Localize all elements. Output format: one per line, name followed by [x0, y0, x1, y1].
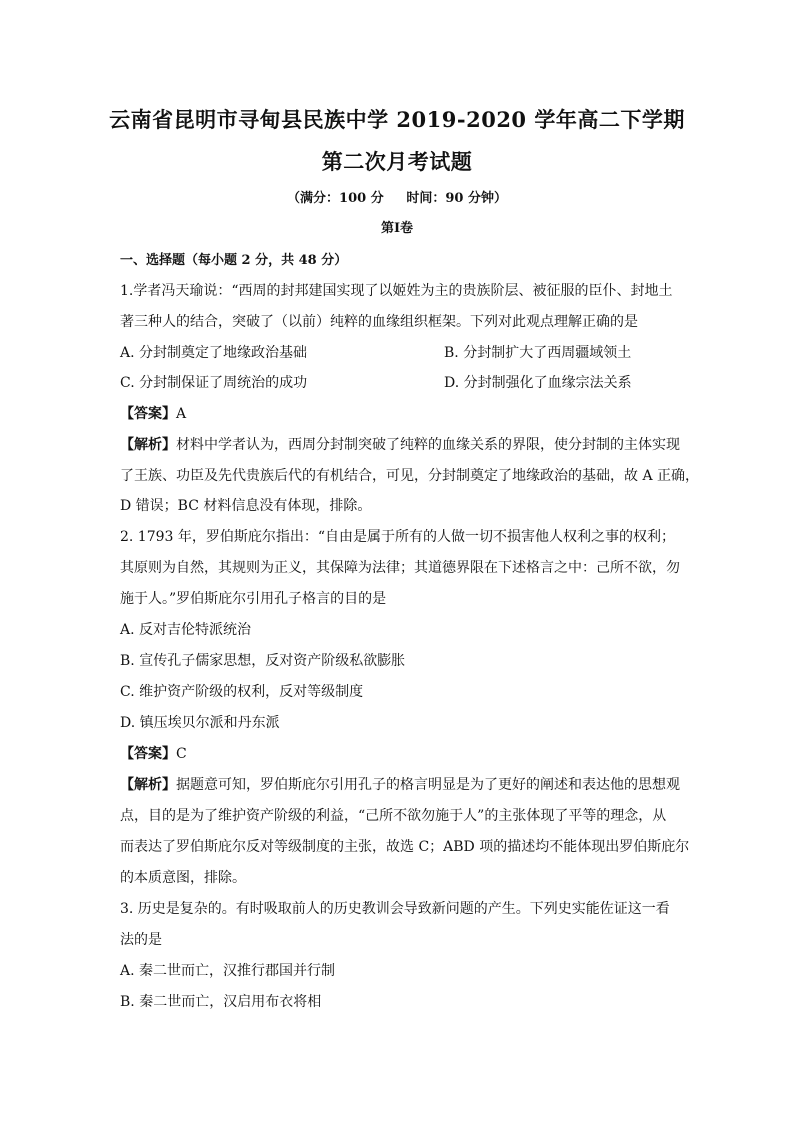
analysis-label: 【解析】 — [120, 777, 176, 793]
document-title-line-1: 云南省昆明市寻甸县民族中学 2019-2020 学年高二下学期 — [109, 107, 685, 132]
answer-label: 【答案】 — [120, 406, 176, 422]
analysis-text: 材料中学者认为，西周分封制突破了纯粹的血缘关系的界限，使分封制的主体实现 — [176, 437, 680, 453]
question-2-option-c: C. 维护资产阶级的权利，反对等级制度 — [120, 684, 364, 700]
question-2-analysis-line — [120, 775, 680, 795]
question-3-stem-line: 3. 历史是复杂的。有时吸取前人的历史教训会导致新问题的产生。下列史实能佐证这一看 — [120, 901, 670, 917]
document-title-line-2: 第二次月考试题 — [321, 149, 473, 174]
question-1-answer — [120, 404, 186, 424]
question-2-stem-line: 施于人。”罗伯斯庇尔引用孔子格言的目的是 — [120, 591, 387, 607]
question-2-option-a: A. 反对吉伦特派统治 — [120, 622, 252, 638]
question-2-option-d: D. 镇压埃贝尔派和丹东派 — [120, 715, 280, 731]
question-3-option-b: B. 秦二世而亡，汉启用布衣将相 — [120, 994, 322, 1010]
question-3-option-a: A. 秦二世而亡，汉推行郡国并行制 — [120, 963, 336, 979]
question-1-stem-line: 著三种人的结合，突破了（以前）纯粹的血缘组织框架。下列对此观点理解正确的是 — [120, 314, 638, 330]
analysis-label: 【解析】 — [120, 437, 176, 453]
question-2-answer — [120, 744, 187, 764]
question-1-option-b: B. 分封制扩大了西周疆域领土 — [444, 345, 632, 361]
question-2-stem-line: 2. 1793 年，罗伯斯庇尔指出：“自由是属于所有的人做一切不损害他人权利之事的权利； — [120, 529, 676, 545]
question-1-option-c: C. 分封制保证了周统治的成功 — [120, 375, 308, 391]
analysis-text: 据题意可知，罗伯斯庇尔引用孔子的格言明显是为了更好的阐述和表达他的思想观 — [176, 777, 680, 793]
answer-value: C — [176, 746, 187, 762]
question-1-option-d: D. 分封制强化了血缘宗法关系 — [444, 375, 632, 391]
question-1-stem-line: 1.学者冯天瑜说：“西周的封邦建国实现了以姬姓为主的贵族阶层、被征服的臣仆、封地土 — [120, 283, 673, 299]
question-1-analysis-line: D 错误；BC 材料信息没有体现，排除。 — [120, 498, 372, 514]
question-2-analysis-line: 的本质意图，排除。 — [120, 870, 246, 886]
answer-value: A — [176, 406, 187, 422]
answer-label: 【答案】 — [120, 746, 176, 762]
question-2-analysis-line: 而表达了罗伯斯庇尔反对等级制度的主张，故选 C；ABD 项的描述均不能体现出罗伯斯庇尔 — [120, 839, 690, 855]
question-1-analysis-line: 了王族、功臣及先代贵族后代的有机结合，可见，分封制奠定了地缘政治的基础，故 A 正确， — [120, 468, 700, 484]
exam-info: （满分：100 分 时间：90 分钟） — [287, 191, 507, 206]
question-1-analysis-line — [120, 435, 680, 455]
question-2-analysis-line: 点，目的是为了维护资产阶级的利益，“己所不欲勿施于人”的主张体现了平等的理念，从 — [120, 808, 667, 824]
question-3-stem-line: 法的是 — [120, 932, 162, 948]
volume-heading: 第Ⅰ卷 — [380, 221, 414, 236]
question-2-stem-line: 其原则为自然，其规则为正义，其保障为法律；其道德界限在下述格言之中：己所不欲，勿 — [120, 560, 680, 576]
section-heading: 一、选择题（每小题 2 分，共 48 分） — [120, 253, 348, 268]
question-2-option-b: B. 宣传孔子儒家思想，反对资产阶级私欲膨胀 — [120, 653, 406, 669]
question-1-option-a: A. 分封制奠定了地缘政治基础 — [120, 345, 308, 361]
